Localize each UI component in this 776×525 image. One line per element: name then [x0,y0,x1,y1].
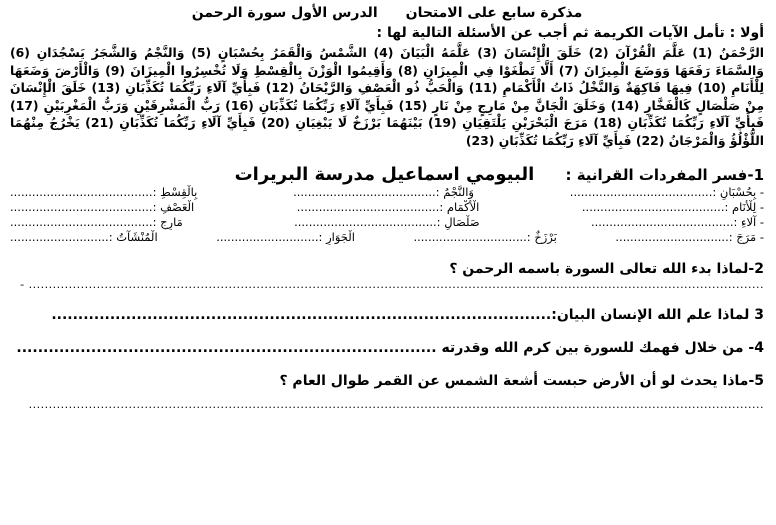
title-part-1: مذكرة سابع على الامتحان [405,5,583,21]
title-part-2: الدرس الأول سورة الرحمن [191,5,378,21]
quran-verses: الرَّحْمَنُ (1) عَلَّمَ الْقُرْآنَ (2) خَلَقَ الْإِنْسَانَ (3) عَلَّمَهُ الْبَيَانَ (4) الشَّمْسُ وَالْقَمَرُ بِحُسْبَانٍ (5) وَالنَّجْمُ وَالشَّجَرُ يَسْجُدَانِ (6) وَالسَّمَاءَ رَفَعَهَا وَوَضَعَ الْمِيزَانَ (7) أَلَّا تَطْغَوْا فِي الْمِيزَانِ (8) وَأَقِيمُوا الْوَزْنَ بِالْقِسْطِ وَلَا تُخْسِرُوا الْمِيزَانَ (9) وَالْأَرْضَ وَضَعَهَا لِلْأَنَامِ (10) فِيهَا فَاكِهَةٌ وَالنَّخْلُ ذَاتُ الْأَكْمَامِ (11) وَالْحَبُّ ذُو الْعَصْفِ وَالرَّيْحَانُ (12) فَبِأَيِّ آلَاءِ رَبِّكُمَا تُكَذِّبَانِ (13) خَلَقَ الْإِنْسَانَ مِنْ صَلْصَالٍ كَالْفَخَّارِ (14) وَخَلَقَ الْجَانَّ مِنْ مَارِجٍ مِنْ نَارٍ (15) فَبِأَيِّ آلَاءِ رَبِّكُمَا تُكَذِّبَانِ (16) رَبُّ الْمَشْرِقَيْنِ وَرَبُّ الْمَغْرِبَيْنِ (17) فَبِأَيِّ آلَاءِ رَبِّكُمَا تُكَذِّبَانِ (18) مَرَجَ الْبَحْرَيْنِ يَلْتَقِيَانِ (19) بَيْنَهُمَا بَرْزَخٌ لَا يَبْغِيَانِ (20) فَبِأَيِّ آلَاءِ رَبِّكُمَا تُكَذِّبَانِ (21) يَخْرُجُ مِنْهُمَا اللُّؤْلُؤُ وَالْمَرْجَانُ (22) فَبِأَيِّ آلَاءِ رَبِّكُمَا تُكَذِّبَانِ (23) [10,45,765,148]
vocab-item: وَالنَّجْمُ :....................................... [293,185,474,199]
vocab-row [10,185,764,200]
question-1-label: 1-فسر المفردات القرانية : [565,166,764,184]
vocab-row [10,200,764,215]
vocab-item: - لِلْأَنَامِ :....................................... [581,200,764,214]
question-2: 2-لماذا بدء الله تعالى السورة باسمه الرحمن ؟ [449,261,764,277]
question-4: 4- من خلال فهمك للسورة بين كرم الله وقدرته ............................................................................... [16,340,764,356]
section-intro: أولا : تأمل الآيات الكريمة ثم أجب عن الأسئلة التالية لها : [376,25,764,41]
vocab-item: الْعَصْفِ :....................................... [10,200,195,214]
vocab-item: صَلْصَالٍ :....................................... [294,215,480,229]
question-5: 5-ماذا يحدث لو أن الأرض حبست أشعة الشمس عن القمر طوال العام ؟ [279,373,764,389]
vocab-item: بَرْزَخٌ :............................... [413,230,557,244]
vocab-item: الْجَوَارِ :............................ [216,230,355,244]
vocab-item: - بِحُسْبَانٍ :....................................... [569,185,764,199]
vocab-item: مَارِجٍ :....................................... [10,215,183,229]
vocab-item: - مَرَجَ :............................... [615,230,764,244]
vocab-row [10,215,764,230]
answer-line: ........................................................................................................................................................................................ [28,398,764,411]
vocab-row [10,230,764,245]
school-name: البيومي اسماعيل مدرسة البريرات [234,164,535,185]
answer-line: ........................................................................................................................................................................................ - [20,278,764,291]
vocab-item: الْمُنْشَآتُ :........................... [10,230,158,244]
vocab-item: بِالْقِسْطِ :....................................... [10,185,198,199]
vocab-list [10,185,764,245]
vocab-item: - آَلاءِ :....................................... [590,215,764,229]
page-title [10,4,764,22]
question-3: 3 لماذا علم الله الإنسان البيان:.............................................................................................. [51,307,764,323]
vocab-item: الْأَكْمَامِ :....................................... [296,200,480,214]
question-1-heading [10,165,764,185]
